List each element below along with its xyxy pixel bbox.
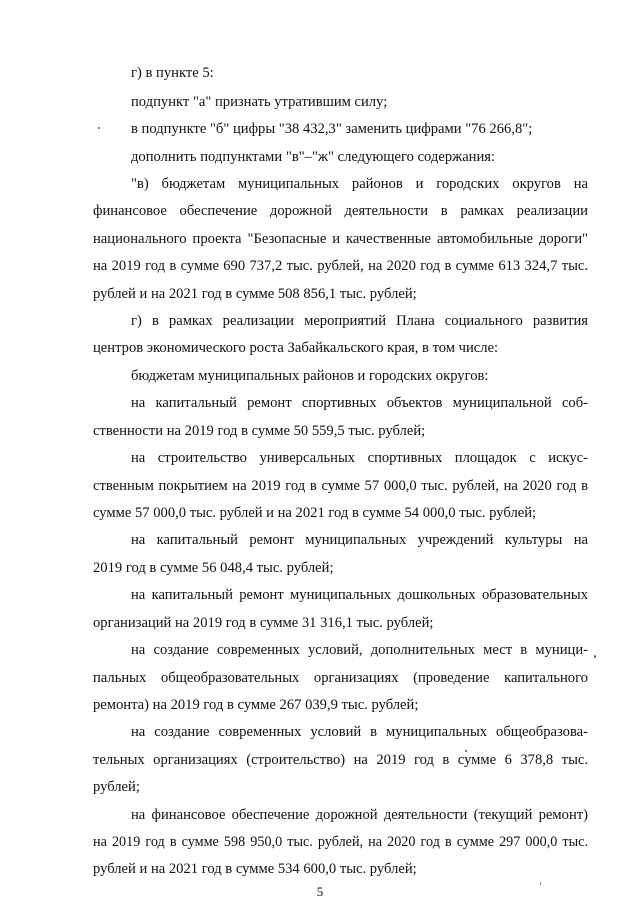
text-line: на финансовое обеспечение дорожной деятельности (текущий ремонт): [131, 807, 588, 823]
scan-speck: [465, 750, 467, 752]
text-line: г) в пункте 5:: [131, 65, 214, 81]
text-line: г) в рамках реализации мероприятий Плана социального развития: [131, 313, 588, 329]
text-line: на 2019 год в сумме 690 737,2 тыс. рублей, на 2020 год в сумме 613 324,7 тыс.: [93, 258, 588, 274]
scan-speck: [540, 882, 541, 885]
page-number: 5: [316, 884, 324, 899]
text-line: тельных организациях (строительство) на 2019 год в сумме 6 378,8 тыс.: [93, 752, 588, 768]
text-line: на создание современных условий, дополнительных мест в муници-: [131, 642, 588, 658]
text-line: на создание современных условий в муниципальных общеобразова-: [131, 724, 588, 740]
text-line: 2019 год в сумме 56 048,4 тыс. рублей;: [93, 560, 334, 576]
text-line: на капитальный ремонт спортивных объектов муниципальной соб-: [131, 395, 588, 411]
text-line: в подпункте "б" цифры "38 432,3" заменить цифрами "76 266,8";: [131, 121, 533, 137]
text-line: центров экономического роста Забайкальского края, в том числе:: [93, 340, 499, 356]
text-line: дополнить подпунктами "в"–"ж" следующего содержания:: [131, 149, 496, 165]
text-line: сумме 57 000,0 тыс. рублей и на 2021 год в сумме 54 000,0 тыс. рублей;: [93, 505, 537, 521]
text-line: ственности на 2019 год в сумме 50 559,5 тыс. рублей;: [93, 423, 426, 439]
text-line: подпункт "а" признать утратившим силу;: [131, 94, 388, 110]
text-line: рублей и на 2021 год в сумме 508 856,1 тыс. рублей;: [93, 286, 417, 302]
scan-speck: [98, 127, 100, 129]
text-line: на капитальный ремонт муниципальных дошкольных образовательных: [131, 587, 588, 603]
scan-speck: [594, 655, 596, 658]
text-line: бюджетам муниципальных районов и городских округов:: [131, 368, 489, 384]
text-line: рублей и на 2021 год в сумме 534 600,0 тыс. рублей;: [93, 861, 417, 877]
text-line: ственным покрытием на 2019 год в сумме 57 000,0 тыс. рублей, на 2020 год в: [93, 478, 588, 494]
text-line: национального проекта "Безопасные и качественные автомобильные дороги": [93, 231, 588, 247]
text-line: на капитальный ремонт муниципальных учреждений культуры на: [131, 532, 588, 548]
text-line: на строительство универсальных спортивных площадок с искус-: [131, 450, 588, 466]
text-line: "в) бюджетам муниципальных районов и городских округов на: [131, 176, 588, 192]
text-line: рублей;: [93, 779, 140, 795]
text-line: на 2019 год в сумме 598 950,0 тыс. рублей, на 2020 год в сумме 297 000,0 тыс.: [93, 834, 588, 850]
text-line: ремонта) на 2019 год в сумме 267 039,9 тыс. рублей;: [93, 697, 419, 713]
text-line: финансовое обеспечение дорожной деятельности в рамках реализации: [93, 203, 588, 219]
text-line: организаций на 2019 год в сумме 31 316,1 тыс. рублей;: [93, 615, 434, 631]
text-line: пальных общеобразовательных организациях (проведение капитального: [93, 670, 588, 686]
